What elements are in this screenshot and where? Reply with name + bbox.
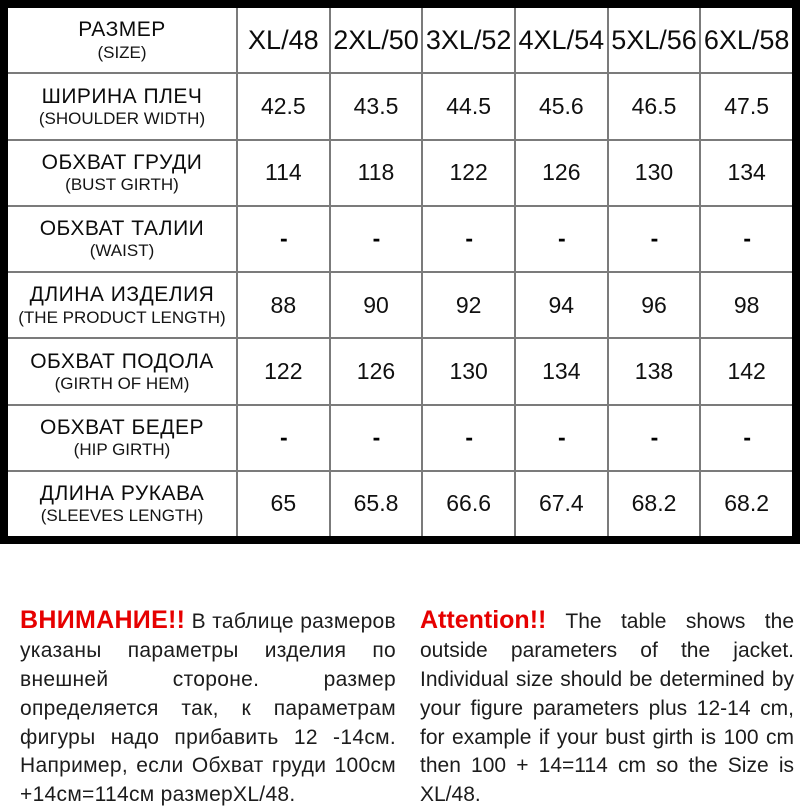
table-cell: 90 — [331, 273, 422, 337]
size-column-header: XL/48 — [238, 8, 329, 72]
table-cell: - — [516, 406, 607, 470]
table-cell: 126 — [331, 339, 422, 403]
table-cell: 134 — [516, 339, 607, 403]
table-cell: 126 — [516, 141, 607, 205]
table-cell: - — [423, 406, 514, 470]
table-cell: - — [238, 207, 329, 271]
row-label-ru: ОБХВАТ ГРУДИ — [41, 150, 203, 174]
size-column-header: 3XL/52 — [423, 8, 514, 72]
row-label-waist — [8, 207, 236, 271]
attention-heading-ru: ВНИМАНИЕ!! — [20, 606, 186, 634]
table-cell: 43.5 — [331, 74, 422, 138]
table-cell: - — [701, 406, 792, 470]
size-column-header: 2XL/50 — [331, 8, 422, 72]
table-cell: 67.4 — [516, 472, 607, 536]
row-label-ru: ОБХВАТ БЕДЕР — [39, 415, 205, 439]
table-cell: 142 — [701, 339, 792, 403]
attention-body-en: The table shows the outside parameters of the jacket. Individual size should be determined by your figure parameters plus 12-14 cm, for example if your bust girth is 100 cm then 100 + 14=114 cm so the Size is XL/48. — [420, 610, 794, 807]
row-label-ru: ОБХВАТ ТАЛИИ — [39, 217, 205, 241]
row-label-en: (WAIST) — [89, 241, 155, 261]
row-label-hip-girth — [8, 406, 236, 470]
table-cell: - — [701, 207, 792, 271]
table-cell: 65.8 — [331, 472, 422, 536]
table-cell: - — [331, 406, 422, 470]
attention-body-ru: В таблице размеров указаны параметры изделия по внешней стороне. размер определяется так, к параметрам фигуры надо прибавить 12 -14см. Например, если Обхват груди 100см +14см=114см размерXL/48. — [20, 610, 396, 807]
table-cell: 45.6 — [516, 74, 607, 138]
table-cell: 47.5 — [701, 74, 792, 138]
attention-note-english — [420, 603, 794, 810]
size-column-header: 4XL/54 — [516, 8, 607, 72]
row-label-hem-girth — [8, 339, 236, 403]
row-label-en: (HIP GIRTH) — [73, 440, 171, 460]
table-cell: 122 — [423, 141, 514, 205]
row-label-en: (SHOULDER WIDTH) — [38, 108, 206, 128]
attention-heading-en: Attention!! — [420, 606, 547, 634]
table-cell: 138 — [609, 339, 700, 403]
row-label-en: (THE PRODUCT LENGTH) — [18, 307, 226, 327]
header-label-ru: РАЗМЕР — [78, 18, 166, 42]
table-cell: 46.5 — [609, 74, 700, 138]
row-label-bust-girth — [8, 141, 236, 205]
table-cell: 66.6 — [423, 472, 514, 536]
header-label-en: (SIZE) — [97, 42, 147, 62]
table-cell: 118 — [331, 141, 422, 205]
size-column-header: 6XL/58 — [701, 8, 792, 72]
row-label-shoulder-width — [8, 74, 236, 138]
table-cell: - — [609, 207, 700, 271]
row-label-ru: ДЛИНА РУКАВА — [39, 482, 205, 506]
table-cell: 44.5 — [423, 74, 514, 138]
row-label-sleeves-length — [8, 472, 236, 536]
table-cell: - — [238, 406, 329, 470]
row-label-en: (GIRTH OF HEM) — [54, 373, 190, 393]
table-cell: 134 — [701, 141, 792, 205]
table-cell: 42.5 — [238, 74, 329, 138]
table-cell: 92 — [423, 273, 514, 337]
table-cell: - — [609, 406, 700, 470]
attention-note-russian — [20, 603, 396, 810]
table-cell: 88 — [238, 273, 329, 337]
row-label-en: (BUST GIRTH) — [65, 175, 179, 195]
table-cell: 130 — [423, 339, 514, 403]
row-label-ru: ДЛИНА ИЗДЕЛИЯ — [29, 283, 215, 307]
size-table-header-label — [8, 8, 236, 72]
table-cell: 98 — [701, 273, 792, 337]
table-cell: 130 — [609, 141, 700, 205]
table-cell: 94 — [516, 273, 607, 337]
table-cell: 65 — [238, 472, 329, 536]
row-label-en: (SLEEVES LENGTH) — [40, 506, 204, 526]
table-cell: 122 — [238, 339, 329, 403]
table-cell: - — [423, 207, 514, 271]
table-cell: 68.2 — [701, 472, 792, 536]
table-cell: 96 — [609, 273, 700, 337]
row-label-ru: ОБХВАТ ПОДОЛА — [30, 349, 214, 373]
table-cell: 114 — [238, 141, 329, 205]
table-cell: - — [331, 207, 422, 271]
size-column-header: 5XL/56 — [609, 8, 700, 72]
table-cell: 68.2 — [609, 472, 700, 536]
table-cell: - — [516, 207, 607, 271]
row-label-ru: ШИРИНА ПЛЕЧ — [41, 84, 203, 108]
row-label-product-length — [8, 273, 236, 337]
